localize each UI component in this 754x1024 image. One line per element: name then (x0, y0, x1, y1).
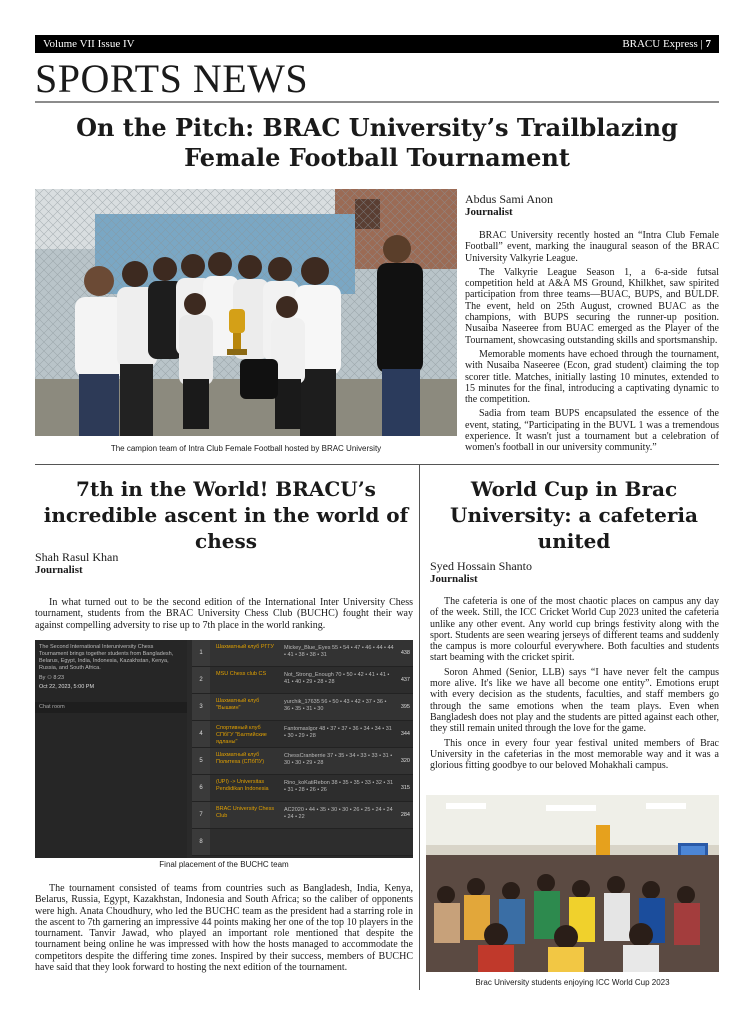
chess-team-points: 315 (400, 785, 410, 791)
article3-title: World Cup in Brac University: a cafeteria united (450, 477, 698, 553)
article3-paragraph: The cafeteria is one of the most chaotic places on campus any day of the week. Still, the ICC Cricket World Cup 2023 united the cafeteria unlike any other event. Any world cup brings festivity along with the sport. Students are seen wearing jerseys of different teams and suddenly the campus is more colourful everywhere. Both faculties and students start beaming with the cricket spirit. (430, 596, 719, 664)
article2-title: 7th in the World! BRACU’s incredible ascent in the world of chess (43, 477, 409, 553)
chess-club-name: Спортивный клуб СПбГУ "Балтийские ядланы" (216, 725, 267, 745)
chess-rank: 6 (192, 775, 210, 801)
publication-page (622, 38, 711, 50)
cafeteria-photo (426, 795, 719, 972)
article2-role: Journalist (35, 564, 83, 576)
issue-label: Volume VII Issue IV (43, 38, 135, 50)
chess-top-players: Not_Strong_Enough 70 • 50 • 42 • 41 • 41 • 41 • 40 • 29 • 28 • 28 (284, 672, 390, 685)
page-number: 7 (705, 38, 711, 50)
chess-rank: 4 (192, 721, 210, 747)
section-divider (35, 101, 719, 103)
masthead-bar (35, 35, 719, 53)
chess-club-name: Шахматный клуб Политеха (СПбПУ) (216, 752, 265, 765)
caption-prefix: The campion team of (110, 444, 189, 453)
article2-body (35, 883, 413, 976)
article2-intro-paragraph: In what turned out to be the second edition of the International Inter University Chess tournament, students from the BRAC University Chess Club (BUCHC) fought their way against compelling adversity to rise up to 7th place in the world ranking. (35, 597, 413, 631)
chess-team-points: 438 (400, 650, 410, 656)
article3-byline (430, 559, 630, 586)
article1-role: Journalist (465, 206, 513, 218)
football-team-illustration (35, 189, 457, 436)
chess-club-name: Шахматный клуб РГГУ (216, 644, 274, 650)
chess-chat-room: Chat room (35, 702, 187, 713)
cafeteria-photo-caption: Brac University students enjoying ICC World Cup 2023 (475, 978, 670, 987)
chess-team-points: 437 (400, 677, 410, 683)
chess-top-players: Fantomaslgor 48 • 37 • 37 • 36 • 34 • 34 • 31 • 30 • 29 • 28 (284, 726, 392, 739)
chess-info-text: The Second International Interuniversity Chess Tournament brings together students from Bangladesh, Belarus, Egypt, India, Indonesia, Kazakhstan, Kenya, Russia, and South Africa. (39, 644, 174, 671)
article1-byline (465, 192, 720, 219)
chess-standing-row (192, 748, 413, 775)
chess-team-points: 284 (400, 812, 410, 818)
chess-standing-row (192, 640, 413, 667)
article2-byline (35, 550, 235, 577)
chess-rank: 2 (192, 667, 210, 693)
chess-top-players: Rino_koKatiRebon 38 • 35 • 35 • 33 • 32 • 31 • 31 • 28 • 26 • 26 (284, 780, 394, 793)
chess-standings-screenshot (35, 640, 413, 858)
football-team-photo (35, 189, 457, 436)
chess-rank: 7 (192, 802, 210, 828)
chess-standing-row (192, 721, 413, 748)
chess-rank: 3 (192, 694, 210, 720)
chess-team-points: 344 (400, 731, 410, 737)
chess-top-players: ChessCranberrie 37 • 35 • 34 • 33 • 33 • 31 • 30 • 30 • 29 • 28 (284, 753, 393, 766)
chess-rank: 5 (192, 748, 210, 774)
article1-paragraph: Sadia from team BUPS encapsulated the essence of the event, stating, “Participating in the BUVL 1 was a tremendous experience. It wasn't just a tournament but a celebration of women's football in our university community.” (465, 408, 719, 454)
chess-meta: By ⚇ 8:23 (39, 675, 65, 681)
chess-top-players: yurchik_17635 56 • 50 • 43 • 42 • 37 • 36 • 36 • 35 • 31 • 30 (284, 699, 387, 712)
chess-top-players: AC2020 • 44 • 35 • 30 • 30 • 26 • 25 • 24 • 24 • 24 • 22 (284, 807, 393, 820)
article3-paragraph: Soron Ahmed (Senior, LLB) says “I have never felt the campus more alive. It's like we have all become one entity”. Emotions erupt with every decision as the students, faculties, and staff members go through the same emotions when the team plays. Even when Bangladesh does not play and the students are pitted against each other, they still remain united through the love for the game. (430, 666, 719, 735)
chess-standings-list (192, 640, 413, 856)
chess-top-players: Mickey_Blue_Eyes 55 • 54 • 47 • 46 • 44 • 44 • 41 • 38 • 38 • 31 (284, 645, 394, 658)
chess-tournament-panel (35, 640, 187, 858)
article3-body (430, 596, 719, 774)
chess-date: Oct 22, 2023, 5:00 PM (39, 684, 95, 690)
article-divider (35, 464, 719, 465)
article2-intro (35, 597, 413, 634)
chess-standing-row (192, 694, 413, 721)
article1-author: Abdus Sami Anon (465, 192, 554, 206)
article3-role: Journalist (430, 573, 478, 585)
cafeteria-illustration (426, 795, 719, 972)
article2-author: Shah Rasul Khan (35, 550, 119, 564)
chess-standing-row (192, 775, 413, 802)
chess-club-name: MSU Chess club CS (216, 671, 267, 677)
article1-title: On the Pitch: BRAC University’s Trailblazing Female Football Tournament (76, 113, 678, 172)
article1-paragraph: Memorable moments have echoed through the tournament, with Nusaiba Naseeree (Econ, grad student) claiming the top scorer title. Matches, initially lasting 10 minutes, extended to 15 minutes for the final, introducing a captivating dynamic to the competition. (465, 348, 719, 406)
chess-tournament-info (35, 640, 187, 695)
football-photo-caption (35, 444, 457, 453)
chess-club-name: BRAC University Chess Club (216, 806, 275, 819)
article3-paragraph: This once in every four year festival united members of Brac University in the cafeterias in the most memorable way and it was a glorious fitting goodbye to our beloved Mohakhali campus. (430, 737, 719, 772)
chess-rank: 1 (192, 640, 210, 666)
caption-rest: Intra Club Female Football hosted by BRAC University (188, 444, 382, 453)
chess-team-points: 395 (400, 704, 410, 710)
chess-standing-row (192, 667, 413, 694)
column-divider (419, 465, 420, 990)
article3-author: Syed Hossain Shanto (430, 559, 532, 573)
page-separator: | (700, 38, 703, 50)
article1-paragraph: BRAC University recently hosted an “Intra Club Female Football” event, marking the inaugural season of the BRAC University Valkyrie League. (465, 230, 719, 264)
chess-club-name: Шахматный клуб "Вышкин" (216, 698, 260, 711)
section-title: SPORTS NEWS (35, 56, 309, 101)
chess-standing-row (192, 829, 413, 856)
chess-club-name: (UPI) -> Universitas Pendidikan Indonesia (216, 779, 269, 792)
chess-rank: 8 (192, 829, 210, 855)
article1-paragraph: The Valkyrie League Season 1, a 6-a-side futsal competition held at A&A MS Ground, Khilkhet, saw spirited participation from three teams—BUAC, BUPS, and BULDF. The event, held on 25th August, crowned BUAC as the champions, with BUPS securing the runner-up position. Nusaiba Naseeree from BUAC emerged as the Player of the Tournament, showcasing outstanding skills and sportsmanship. (465, 266, 719, 346)
article1-body (465, 230, 719, 457)
chess-caption: Final placement of the BUCHC team (159, 860, 289, 869)
publication-name: BRACU Express (622, 38, 698, 50)
chess-standing-row (192, 802, 413, 829)
article2-paragraph: The tournament consisted of teams from countries such as Bangladesh, India, Kenya, Belarus, Russia, Egypt, Kazakhstan, Indonesia and South Africa; so the caliber of opponents were high. Anata Choudhury, who led the BUCHC team as the president had a starring role in the ascent to 7th garnering an impressive 44 points making her one of the top 10 players in the tournament. Tanvir Jawad, who played an important role mentioned that despite the tournament being online he was impressed with how the hosts managed to accommodate the competitors despite the differing time zones. Inspired by their success, members of BUCHC have said that they look forward to hosting the next edition of the tournament. (35, 883, 413, 974)
chess-team-points: 320 (400, 758, 410, 764)
